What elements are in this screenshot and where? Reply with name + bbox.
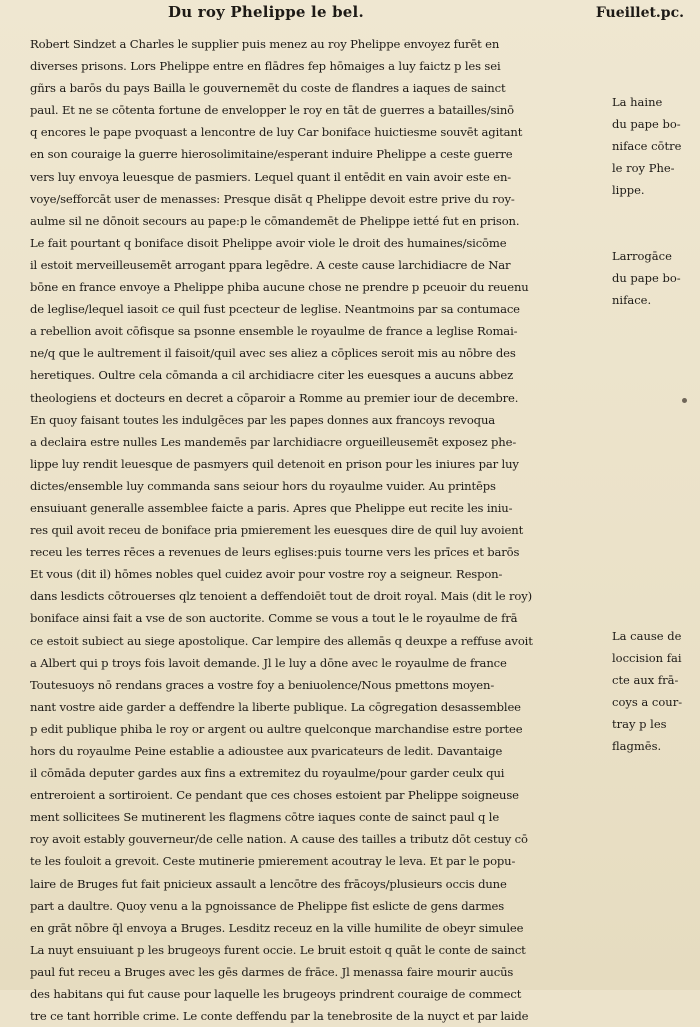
note-line: La haine <box>612 95 663 109</box>
note-line: niface. <box>612 293 652 308</box>
text-line: gñrs a barōs du pays Bailla le gouvernemēt du coste de flandres a iaques de sainct <box>30 81 506 96</box>
text-line: ce estoit subiect au siege apostolique. Car lempire des allemās q deuxpe a reffuse avoit <box>30 633 533 648</box>
text-line: Le fait pourtant q boniface disoit Phelippe avoir viole le droit des humaines/sicōme <box>30 235 507 250</box>
text-line: theologiens et docteurs en decret a cōparoir a Romme au premier iour de decembre. <box>30 390 519 405</box>
note-line: le roy Phe- <box>612 161 675 176</box>
marginal-note-papal-arrogance <box>612 245 698 311</box>
text-line: lippe luy rendit leuesque de pasmyers quil detenoit en prison pour les iniures par luy <box>30 456 519 471</box>
note-line: coys a cour- <box>612 695 683 710</box>
text-line: res quil avoit receu de boniface pria pmierement les euesques dire de quil luy avoient <box>30 523 524 538</box>
text-line: de leglise/lequel iasoit ce quil fust pcecteur de leglise. Neantmoins par sa contumace <box>30 302 520 317</box>
text-line: bōne en france envoye a Phelippe phiba aucune chose ne prendre p pceuoir du reuenu <box>30 280 529 295</box>
text-line: heretiques. Oultre cela cōmanda a cil archidiacre citer les euesques a aucuns abbez <box>30 368 514 383</box>
note-line: niface cōtre <box>612 139 682 154</box>
text-line: a declaira estre nulles Les mandemēs par larchidiacre orgueilleusemēt exposez phe- <box>30 434 517 449</box>
note-line: La cause de <box>612 629 682 643</box>
text-line: te les fouloit a grevoit. Ceste mutinerie pmierement acoutray le leva. Et par le popu- <box>30 854 516 869</box>
text-line: q encores le pape pvoquast a lencontre de luy Car boniface huictiesme souvēt agitant <box>30 125 523 140</box>
note-line: du pape bo- <box>612 117 681 132</box>
text-line: voye/sefforcāt user de menasses: Presque disāt q Phelippe devoit estre prive du roy- <box>30 191 515 206</box>
text-line: a rebellion avoit cōfisque sa psonne ensemble le royaulme de france a leglise Romai- <box>30 324 518 339</box>
text-line: laire de Bruges fut fait pnicieux assault a lencōtre des frācoys/plusieurs occis dune <box>30 876 507 891</box>
text-line: entreroient a sortiroient. Ce pendant que ces choses estoient par Phelippe soigneuse <box>30 788 519 803</box>
text-line: paul. Et ne se cōtenta fortune de envelopper le roy en tāt de guerres a batailles/sinō <box>30 103 514 118</box>
marginal-note-courtray <box>612 625 698 758</box>
note-line: du pape bo- <box>612 271 681 286</box>
marginal-note-papal-hatred <box>612 91 698 201</box>
text-line: dans lesdicts cōtrouerses qlz tenoient a deffendoiēt tout de droit royal. Mais (dit le roy) <box>30 589 533 604</box>
text-line: ment sollicitees Se mutinerent les flagmens cōtre iaques conte de sainct paul q le <box>30 810 500 825</box>
note-line: lippe. <box>612 183 645 198</box>
text-line: diverses prisons. Lors Phelippe entre en flādres fep hōmaiges a luy faictz p les sei <box>30 59 501 74</box>
body-text <box>30 33 604 1027</box>
note-line: Larrogāce <box>612 249 672 263</box>
text-line: receu les terres rēces a revenues de leurs eglises:puis tourne vers les prīces et barōs <box>30 545 520 560</box>
text-line: ensuiuant generalle assemblee faicte a paris. Apres que Phelippe eut recite les iniu- <box>30 500 513 515</box>
note-line: cte aux frā- <box>612 673 679 688</box>
text-line: en son couraige la guerre hierosolimitaine/esperant induire Phelippe a ceste guerre <box>30 147 513 162</box>
text-line: Et vous (dit il) hōmes nobles quel cuidez avoir pour vostre roy a seigneur. Respon- <box>30 567 503 582</box>
text-line: hors du royaulme Peine establie a adioustee aux pvaricateurs de ledit. Davantaige <box>30 744 503 758</box>
text-line: des habitans qui fut cause pour laquelle les brugeoys prindrent couraige de commect <box>30 987 522 1002</box>
note-line: flagmēs. <box>612 739 662 754</box>
running-title: Du roy Phelippe le bel. <box>168 3 364 21</box>
text-line: En quoy faisant toutes les indulgēces par les papes donnes aux francoys revoqua <box>30 412 496 427</box>
running-head <box>0 3 700 25</box>
text-line: dictes/ensemble luy commanda sans seiour hors du royaulme vuider. Au printēps <box>30 478 496 493</box>
text-line: tre ce tant horrible crime. Le conte deffendu par la tenebrosite de la nuyct et par laide <box>30 1009 529 1024</box>
text-line: aulme sil ne dōnoit secours au pape:p le cōmandemēt de Phelippe ietté fut en prison. <box>30 213 520 228</box>
text-line: a Albert qui p troys fois lavoit demande. Jl le luy a dōne avec le royaulme de france <box>30 655 507 670</box>
text-line: en grāt nōbre q̄l envoya a Bruges. Lesditz receuz en la ville humilite de obeyr simulee <box>30 920 524 935</box>
text-line: part a daultre. Quoy venu a la pgnoissance de Phelippe fist eslicte de gens darmes <box>30 898 505 913</box>
text-line: vers luy envoya leuesque de pasmiers. Lequel quant il entēdit en vain avoir este en- <box>30 169 512 184</box>
text-line: La nuyt ensuiuant p les brugeoys furent occie. Le bruit estoit q quāt le conte de sainct <box>30 942 526 957</box>
text-line: roy avoit estably gouverneur/de celle nation. A cause des tailles a tributz dōt cestuy cō <box>30 832 528 847</box>
text-line: Toutesuoys nō rendans graces a vostre foy a beniuolence/Nous pmettons moyen- <box>30 677 495 692</box>
folio-number: Fueillet.pc. <box>595 5 684 21</box>
text-line: paul fut receu a Bruges avec les gēs darmes de frāce. Jl menassa faire mourir aucūs <box>30 964 514 979</box>
text-line: il cōmāda deputer gardes aux fins a extremitez du royaulme/pour garder ceulx qui <box>30 766 505 781</box>
text-line: ne/q que le aultrement il faisoit/quil avec ses aliez a cōplices seroit mis au nōbre des <box>30 346 516 361</box>
note-line: tray p les <box>612 717 667 732</box>
ink-speck <box>682 398 687 403</box>
text-line: il estoit merveilleusemēt arrogant ppara legēdre. A ceste cause larchidiacre de Nar <box>30 257 511 272</box>
note-line: loccision fai <box>612 651 682 666</box>
text-line: p edit publique phiba le roy or argent ou aultre quelconque marchandise estre portee <box>30 721 523 736</box>
text-line: Robert Sindzet a Charles le supplier puis menez au roy Phelippe envoyez furēt en <box>30 37 500 51</box>
text-line: boniface ainsi fait a vse de son auctorite. Comme se vous a tout le le royaulme de frā <box>30 611 518 626</box>
text-line: nant vostre aide garder a deffendre la liberte publique. La cōgregation desassemblee <box>30 699 521 714</box>
